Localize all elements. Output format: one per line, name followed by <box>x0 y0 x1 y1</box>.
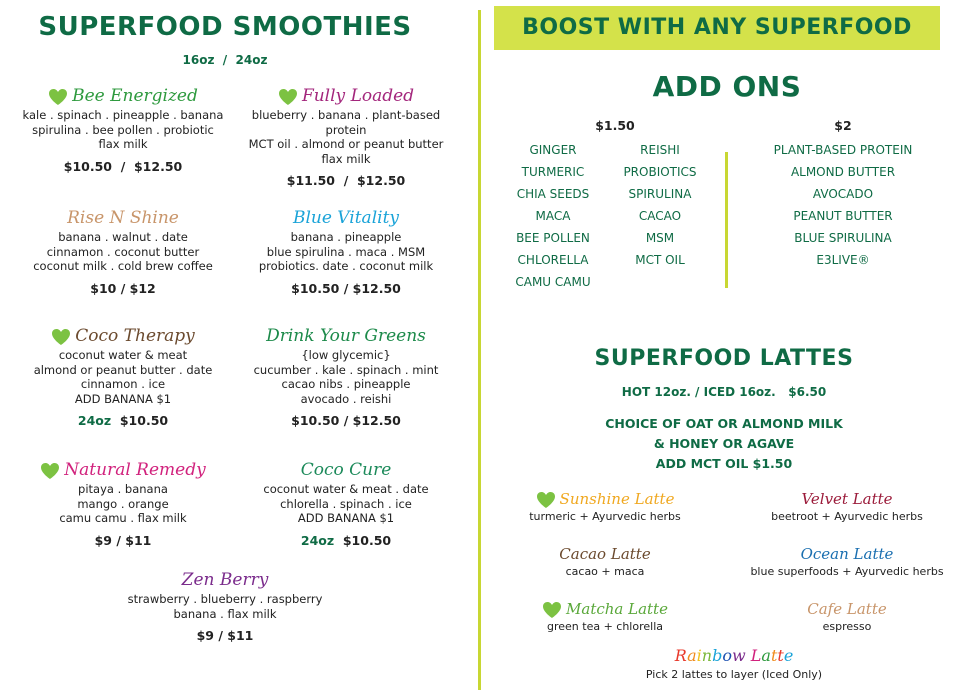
latte-name <box>510 543 700 565</box>
smoothie-name <box>18 206 228 230</box>
addon-item: MCT OIL <box>635 253 685 267</box>
rainbow-latte-name <box>634 646 834 665</box>
rainbow-letter: b <box>712 646 723 665</box>
addons-title: ADD ONS <box>652 70 802 103</box>
smoothie-name-text: Blue Vitality <box>292 208 400 228</box>
smoothie-price-value: $11.50 / $12.50 <box>286 173 406 188</box>
smoothie-price <box>18 159 228 174</box>
smoothie-desc-line: banana . walnut . date <box>58 230 188 244</box>
latte-name <box>742 488 952 510</box>
smoothie-desc-line: blue spirulina . maca . MSM <box>266 244 426 259</box>
addon-item: ALMOND BUTTER <box>790 165 896 179</box>
addon-item: PEANUT BUTTER <box>793 209 893 223</box>
latte-name <box>510 598 700 620</box>
smoothie-desc <box>236 482 456 526</box>
smoothie-desc-line: probiotics. date . coconut milk <box>258 259 434 273</box>
addons-col-2 <box>600 139 720 271</box>
latte-item <box>742 543 952 578</box>
rainbow-letter: w <box>731 646 746 665</box>
smoothie-desc <box>120 592 330 621</box>
smoothie-desc-line: almond or peanut butter . date <box>33 362 213 377</box>
addon-item: BEE POLLEN <box>516 231 590 245</box>
smoothie-item <box>18 84 228 174</box>
smoothie-price <box>18 281 228 296</box>
smoothie-name-text: Coco Cure <box>300 460 392 480</box>
rainbow-letter: a <box>687 646 697 665</box>
center-divider <box>478 10 481 690</box>
addon-item: CACAO <box>638 209 682 223</box>
smoothie-price <box>236 281 456 296</box>
smoothie-desc <box>18 348 228 406</box>
heart-icon <box>51 328 71 346</box>
smoothie-sizes: 16oz / 24oz <box>182 53 268 67</box>
latte-item <box>510 488 700 523</box>
smoothie-price-value: $10.50 / $12.50 <box>291 413 401 428</box>
smoothie-price-value: $9 / $11 <box>94 532 152 548</box>
smoothie-price <box>236 173 456 188</box>
addon-item: PROBIOTICS <box>623 165 697 179</box>
rainbow-letter: L <box>750 646 762 665</box>
rainbow-letter: n <box>701 646 713 665</box>
latte-name-text: Ocean Latte <box>800 545 894 563</box>
latte-item <box>510 598 700 633</box>
smoothie-desc-line: banana . flax milk <box>173 606 277 621</box>
smoothie-item <box>236 84 456 188</box>
latte-name-text: Velvet Latte <box>801 490 893 508</box>
smoothie-desc <box>236 348 456 406</box>
addons-price-2: $2 <box>834 118 852 133</box>
rainbow-letter: a <box>761 646 771 665</box>
smoothie-desc-line: coconut water & meat . date <box>263 482 429 496</box>
smoothie-name <box>120 568 330 592</box>
addon-item: PLANT-BASED PROTEIN <box>773 143 913 157</box>
latte-item <box>510 543 700 578</box>
smoothie-name-text: Natural Remedy <box>64 460 206 480</box>
smoothie-desc-line: cucumber . kale . spinach . mint <box>253 362 439 377</box>
smoothie-desc-line: ADD BANANA $1 <box>74 391 172 406</box>
smoothie-name <box>236 84 456 108</box>
smoothie-desc-line: flax milk <box>321 151 371 166</box>
smoothie-desc-line: avocado . reishi <box>300 391 392 406</box>
smoothie-name-text: Coco Therapy <box>75 326 195 346</box>
latte-desc: espresso <box>822 620 872 633</box>
smoothie-desc-line: camu camu . flax milk <box>59 511 187 525</box>
smoothie-name <box>236 458 456 482</box>
rainbow-latte-desc: Pick 2 lattes to layer (Iced Only) <box>645 668 823 681</box>
latte-name-text: Cafe Latte <box>807 600 887 618</box>
latte-desc: beetroot + Ayurvedic herbs <box>771 510 923 523</box>
smoothie-price <box>236 413 456 428</box>
smoothie-price-value: $10 / $12 <box>90 280 156 296</box>
smoothie-price-value: $10.50 / $12.50 <box>63 158 183 174</box>
addons-col-3 <box>743 139 943 271</box>
addon-item: AVOCADO <box>812 187 874 201</box>
latte-desc: green tea + chlorella <box>546 620 663 633</box>
smoothies-title: SUPERFOOD SMOOTHIES <box>38 12 412 42</box>
lattes-milk-note: CHOICE OF OAT OR ALMOND MILK <box>605 416 843 431</box>
addon-item: GINGER <box>529 143 577 157</box>
latte-item <box>742 488 952 523</box>
smoothie-name-text: Bee Energized <box>72 86 198 106</box>
smoothie-desc-line: MCT oil . almond or peanut butter <box>248 137 444 151</box>
heart-icon <box>542 601 562 619</box>
rainbow-letter: e <box>783 646 794 665</box>
lattes-sweetener-note: & HONEY OR AGAVE <box>653 436 795 451</box>
smoothie-desc-line: spirulina . bee pollen . probiotic <box>32 122 214 137</box>
smoothie-name <box>18 84 228 108</box>
smoothie-name-text: Fully Loaded <box>301 86 415 106</box>
smoothie-size: 24oz <box>77 413 112 428</box>
smoothie-desc <box>236 108 456 166</box>
smoothie-desc-line: banana . pineapple <box>290 230 402 244</box>
smoothie-item <box>236 324 456 428</box>
smoothie-desc <box>18 108 228 152</box>
addon-item: CHIA SEEDS <box>516 187 590 201</box>
latte-name <box>742 598 952 620</box>
latte-name <box>510 488 700 510</box>
smoothie-name-text: Zen Berry <box>181 570 269 590</box>
smoothie-name <box>18 458 228 482</box>
rainbow-letter: R <box>674 646 688 665</box>
smoothie-desc-line: pitaya . banana <box>78 482 168 496</box>
heart-icon <box>40 462 60 480</box>
smoothie-name <box>236 206 456 230</box>
lattes-title: SUPERFOOD LATTES <box>594 346 854 371</box>
rainbow-letter: i <box>696 646 702 665</box>
smoothie-price-value: $10.50 <box>342 532 392 548</box>
heart-icon <box>536 491 556 509</box>
lattes-mct-note: ADD MCT OIL $1.50 <box>655 456 793 471</box>
smoothie-desc <box>236 230 456 274</box>
addon-item: MACA <box>535 209 571 223</box>
smoothie-desc <box>18 230 228 274</box>
latte-name-text: Sunshine Latte <box>559 490 675 508</box>
smoothie-name-text: Rise N Shine <box>67 208 179 228</box>
smoothie-desc-line: {low glycemic} <box>301 348 391 362</box>
addons-col-1 <box>493 139 613 293</box>
heart-icon <box>48 88 68 106</box>
smoothie-desc-line: cacao nibs . pineapple <box>281 377 411 391</box>
smoothie-desc-line: ADD BANANA $1 <box>297 511 395 525</box>
addon-item: E3LIVE® <box>816 253 870 267</box>
addon-item: SPIRULINA <box>628 187 692 201</box>
smoothie-price-value: $9 / $11 <box>196 628 254 643</box>
smoothie-name <box>236 324 456 348</box>
addon-item: MSM <box>645 231 675 245</box>
latte-item <box>742 598 952 633</box>
smoothie-price <box>120 628 330 643</box>
smoothie-desc-line: coconut water & meat <box>58 348 188 362</box>
smoothie-desc-line: strawberry . blueberry . raspberry <box>127 592 323 606</box>
rainbow-letter: o <box>722 646 732 665</box>
smoothie-item <box>18 324 228 428</box>
smoothie-desc-line: mango . orange <box>77 496 169 511</box>
lattes-price: HOT 12oz. / ICED 16oz. $6.50 <box>621 385 827 399</box>
smoothie-item <box>18 458 228 548</box>
smoothie-desc-line: chlorella . spinach . ice <box>280 496 412 511</box>
smoothie-price <box>18 533 228 548</box>
addons-price-150: $1.50 <box>595 118 635 133</box>
addons-divider <box>725 152 728 288</box>
smoothie-desc-line: cinnamon . coconut butter <box>46 244 200 259</box>
smoothie-desc-line: kale . spinach . pineapple . banana <box>22 108 224 122</box>
latte-name-text: Cacao Latte <box>559 545 651 563</box>
smoothie-desc-line: flax milk <box>98 137 148 151</box>
smoothie-desc-line: blueberry . banana . plant-based protein <box>251 108 441 137</box>
latte-desc: turmeric + Ayurvedic herbs <box>529 510 681 523</box>
addon-item: TURMERIC <box>521 165 585 179</box>
smoothie-desc-line: cinnamon . ice <box>80 377 166 391</box>
smoothie-name <box>18 324 228 348</box>
latte-name-text: Matcha Latte <box>566 600 668 618</box>
addon-item: CHLORELLA <box>517 253 589 267</box>
boost-banner-text: BOOST WITH ANY SUPERFOOD <box>522 15 912 40</box>
smoothie-size: 24oz <box>300 532 335 548</box>
latte-desc: blue superfoods + Ayurvedic herbs <box>750 565 944 578</box>
addon-item: BLUE SPIRULINA <box>794 231 892 245</box>
latte-name <box>742 543 952 565</box>
smoothie-item <box>18 206 228 296</box>
smoothie-price-value: $10.50 / $12.50 <box>291 280 401 296</box>
rainbow-letter: t <box>770 646 778 665</box>
smoothie-price <box>18 413 228 428</box>
smoothie-name-text: Drink Your Greens <box>266 326 426 346</box>
rainbow-letter: t <box>777 646 784 665</box>
smoothie-item <box>120 568 330 643</box>
heart-icon <box>278 88 298 106</box>
addon-item: CAMU CAMU <box>515 275 591 289</box>
smoothie-item <box>236 206 456 296</box>
smoothie-desc <box>18 482 228 526</box>
addon-item: REISHI <box>640 143 680 157</box>
latte-desc: cacao + maca <box>565 565 645 578</box>
smoothie-price <box>236 533 456 548</box>
smoothie-item <box>236 458 456 548</box>
smoothie-desc-line: coconut milk . cold brew coffee <box>33 259 213 273</box>
smoothie-price-value: $10.50 <box>119 413 169 428</box>
